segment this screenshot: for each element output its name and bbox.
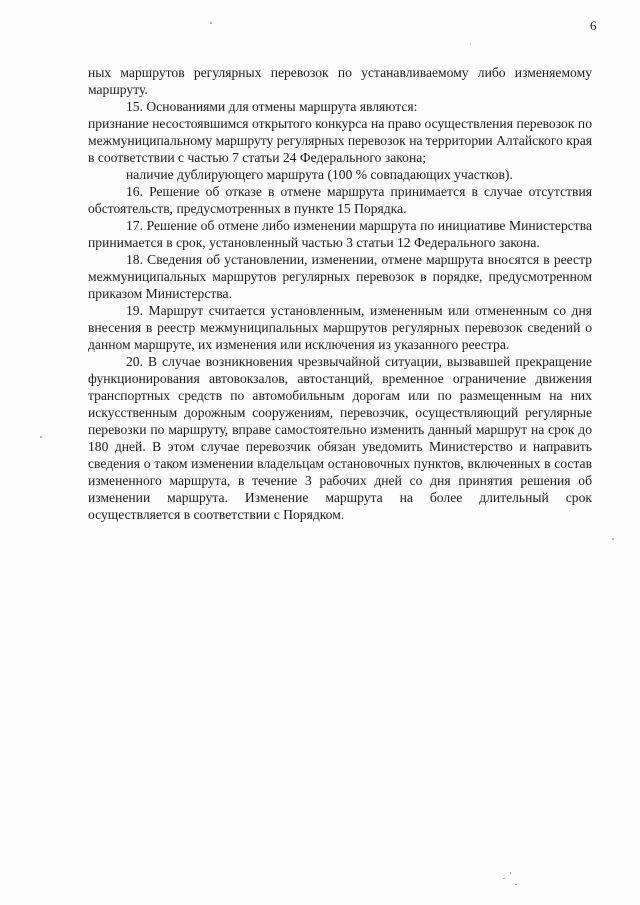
paragraph-clause-20: 20. В случае возникновения чрезвычайной ситуации, вызвавшей прекращение функционирования автовокзалов, автостанций, временное ограничение движения транспортных средств по автомобильным дорогам или по размещенным на них искусственным дорожным сооружениям, перевозчик, осуществляющий регулярные перевозки по маршруту, вправе самостоятельно изменить данный маршрут на срок до 180 дней. В этом случае перевозчик обязан уведомить Министерство и направить сведения о таком изменении владельцам остановочных пунктов, включенных в состав измененного маршрута, в течение 3 рабочих дней со дня принятия решения об изменении маршрута. Изменение маршрута на более длительный срок осуществляется в соответствии с Порядком. — [88, 354, 592, 522]
document-body — [88, 64, 592, 523]
scan-speck — [503, 878, 505, 879]
paragraph-clause-15-item-2: наличие дублирующего маршрута (100 % совпадающих участков). — [126, 167, 513, 182]
paragraph-clause-19: 19. Маршрут считается установленным, измененным или отмененным со дня внесения в реестр межмуниципальных маршрутов регулярных перевозок сведений о данном маршруте, их изменения или исключения из указанного реестра. — [88, 303, 592, 352]
paragraph-clause-18: 18. Сведения об установлении, изменении, отмене маршрута вносятся в реестр межмуниципальных маршрутов регулярных перевозок в порядке, предусмотренном приказом Министерства. — [88, 252, 592, 301]
paragraph-clause-17: 17. Решение об отмене либо изменении маршрута по инициативе Министерства принимается в срок, установленный частью 3 статьи 12 Федерального закона. — [88, 218, 592, 250]
scan-speck — [510, 872, 511, 874]
paragraph-clause-15-item-1: признание несостоявшимся открытого конкурса на право осуществления перевозок по межмуниципальному маршруту регулярных перевозок на территории Алтайского края в соответствии с частью 7 статьи 24 Федерального закона; — [88, 116, 592, 165]
scan-speck — [470, 44, 471, 45]
scan-speck — [40, 436, 42, 438]
scan-speck — [612, 538, 614, 540]
paragraph-continuation: ных маршрутов регулярных перевозок по устанавливаемому либо изменяемому маршруту. — [88, 65, 592, 97]
paragraph-clause-16: 16. Решение об отказе в отмене маршрута принимается в случае отсутствия обстоятельств, предусмотренных в пункте 15 Порядка. — [88, 184, 592, 216]
scan-speck — [210, 22, 212, 24]
page-number: 6 — [590, 18, 597, 33]
paragraph-clause-15: 15. Основаниями для отмены маршрута являются: — [126, 99, 418, 114]
scan-speck — [515, 884, 517, 885]
